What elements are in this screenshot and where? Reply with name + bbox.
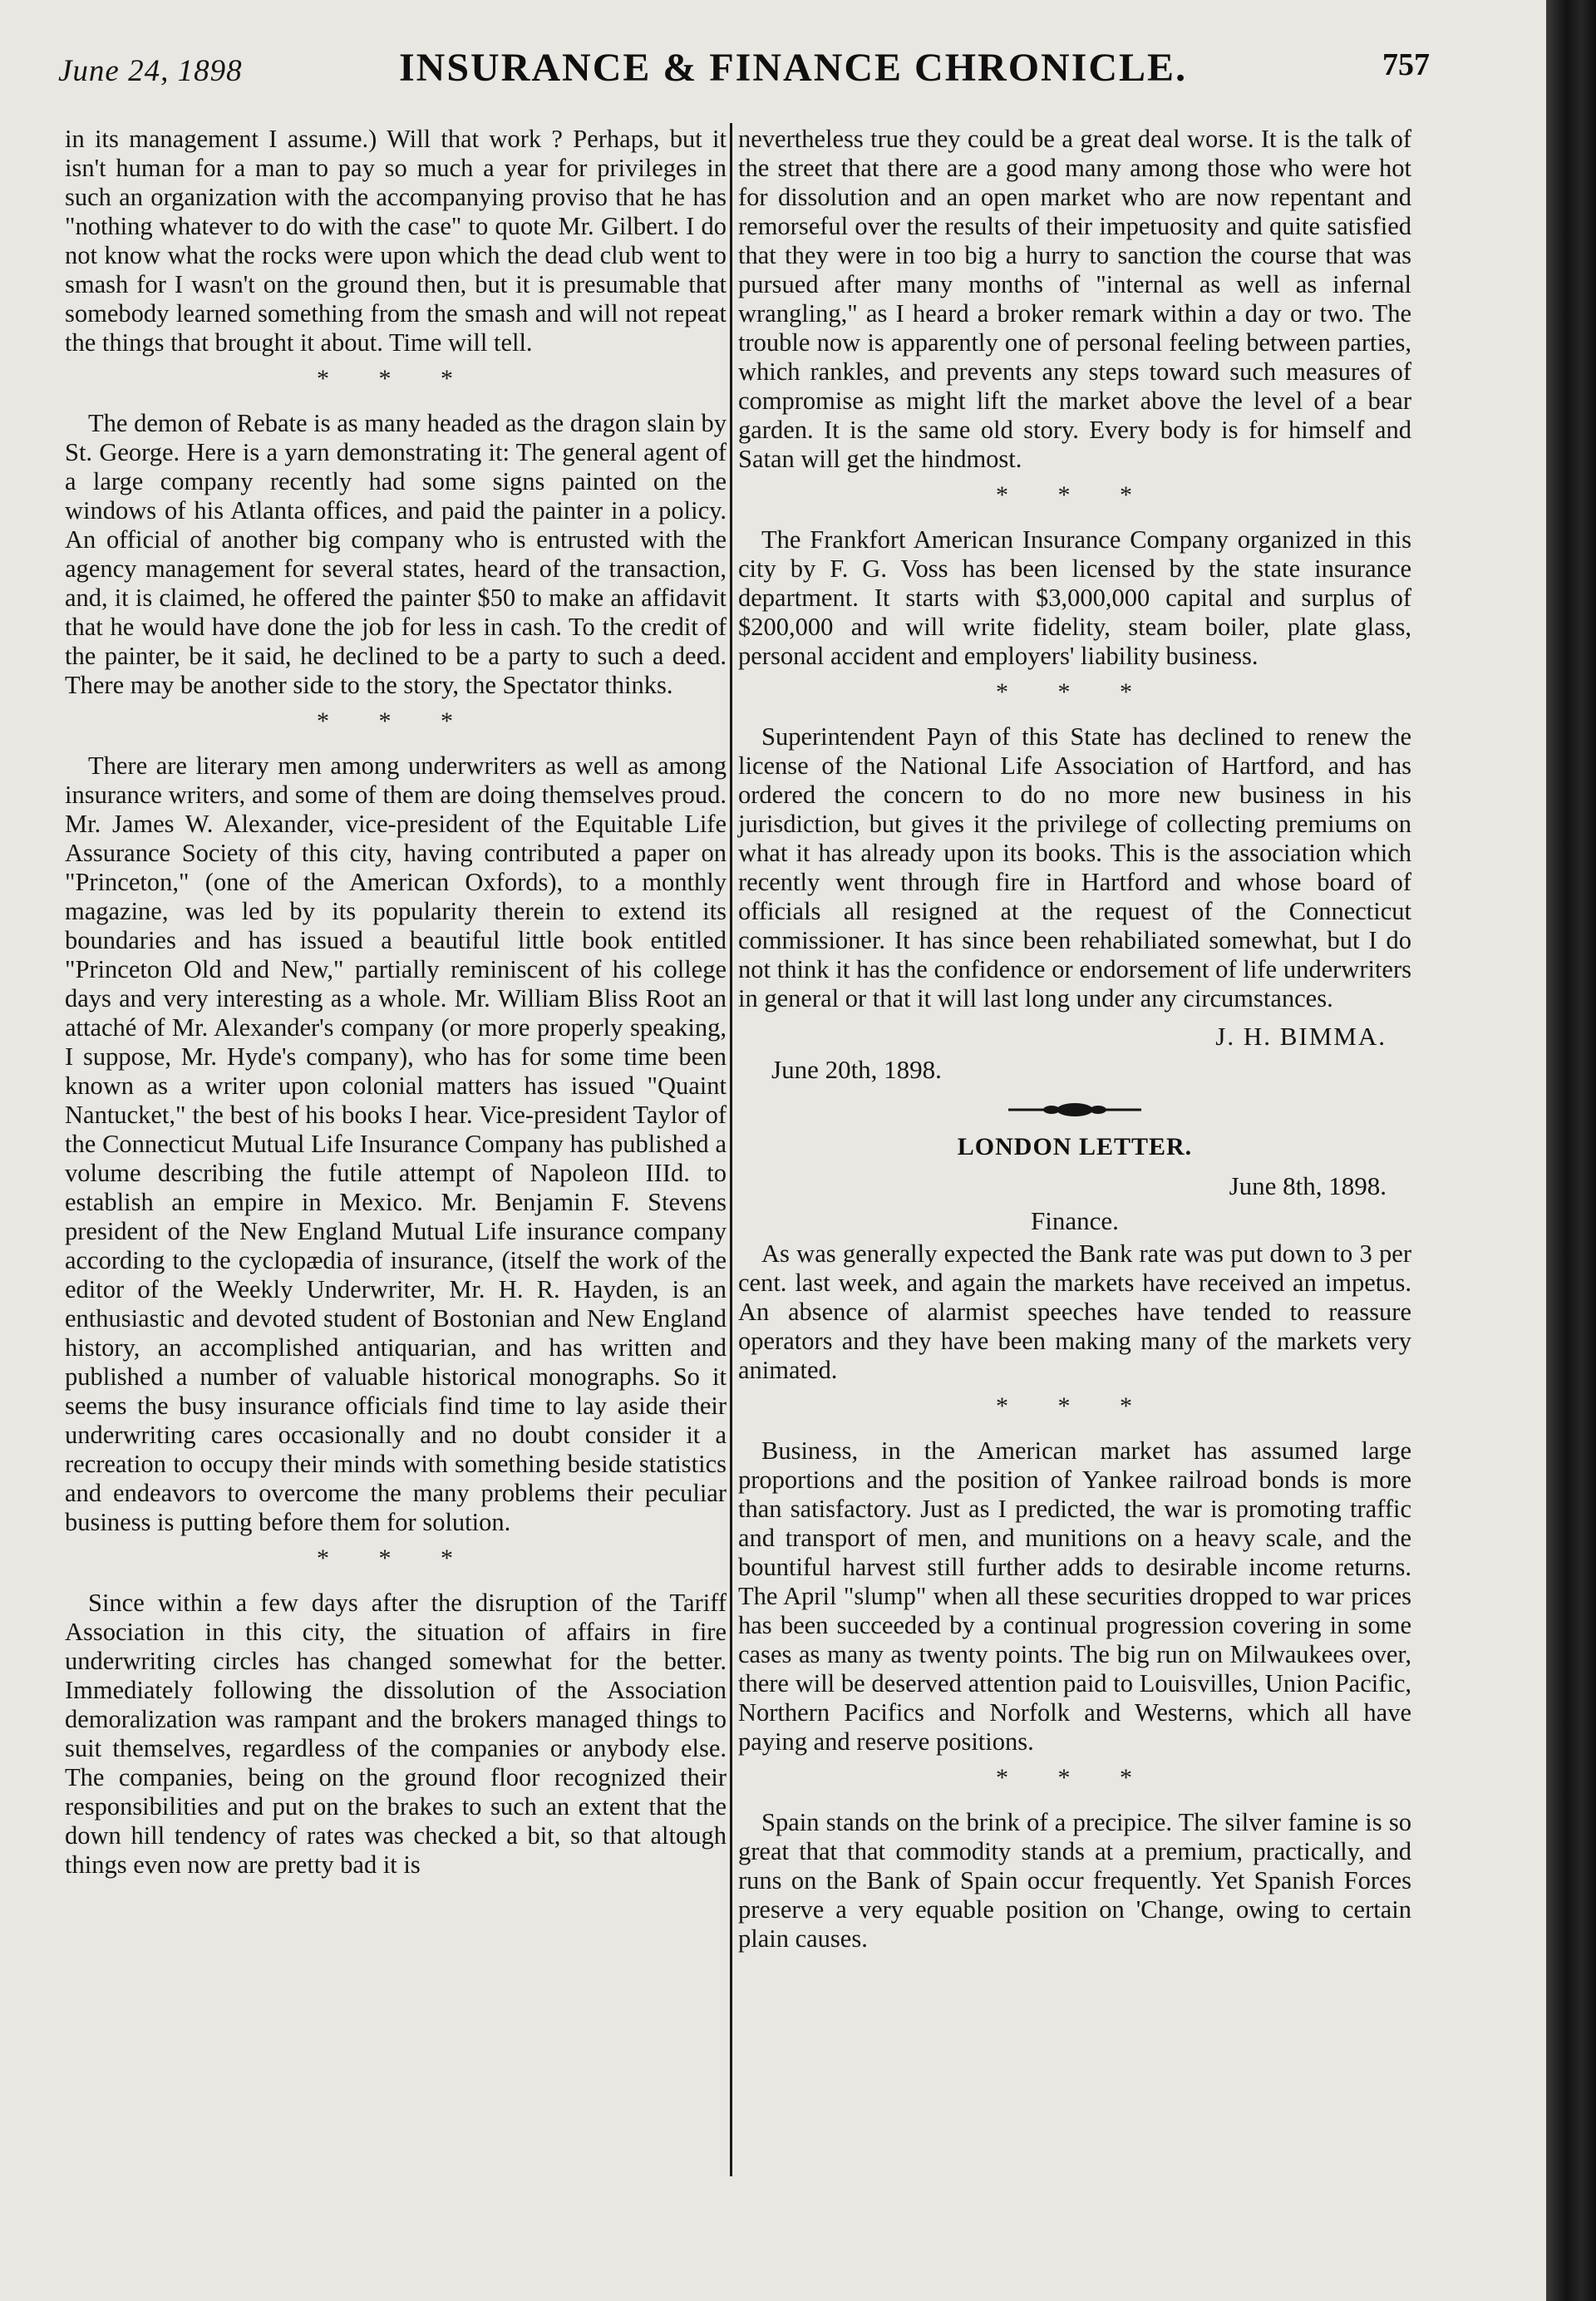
finance-subheading: Finance.	[1031, 1206, 1119, 1235]
section-separator: * * *	[317, 707, 475, 735]
article-paragraph: As was generally expected the Bank rate was put down to 3 per cent. last week, and again the markets have received an impetus. An absence of alarmist speeches have tended to reassure operators and they have been making many of the markets very animated.	[738, 1239, 1411, 1384]
signature-date: June 20th, 1898.	[771, 1055, 942, 1084]
page-header	[50, 40, 1430, 98]
book-binding-edge	[1546, 0, 1596, 2301]
article-paragraph: nevertheless true they could be a great deal worse. It is the talk of the street that there are a good many among those who were hot for dissolution and an open market who are now repentant and remorseful over the results of their impetuosity and quite satisfied that they were in too big a hurry to sanction the course that was pursued after many months of "internal as well as infernal wrangling," as I heard a broker remark within a day or two. The trouble now is apparently one of personal feeling between parties, which rankles, and prevents any steps toward such measures of compromise as might lift the market above the level of a bear garden. It is the same old story. Every body is for himself and Satan will get the hindmost.	[738, 125, 1411, 473]
section-separator: * * *	[996, 1764, 1154, 1791]
section-separator: * * *	[996, 678, 1154, 706]
section-separator: * * *	[996, 481, 1154, 509]
signature-name: J. H. BIMMA.	[1215, 1022, 1387, 1051]
section-separator: * * *	[317, 1545, 475, 1572]
article-paragraph: The Frankfort American Insurance Company organized in this city by F. G. Voss has been licensed by the state insurance department. It starts with $3,000,000 capital and surplus of $200,000 and will write fidelity, steam boiler, plate glass, personal accident and employers' liability business.	[738, 525, 1411, 670]
section-separator: * * *	[996, 1392, 1154, 1420]
article-paragraph: Spain stands on the brink of a precipice. The silver famine is so great that that commodity stands at a premium, practically, and runs on the Bank of Spain occur frequently. Yet Spanish Forces preserve a very equable position on 'Change, owing to certain plain causes.	[738, 1808, 1411, 1953]
london-letter-date: June 8th, 1898.	[1229, 1171, 1387, 1200]
section-separator: * * *	[317, 365, 475, 392]
article-paragraph: The demon of Rebate is as many headed as the dragon slain by St. George. Here is a yarn demonstrating it: The general agent of a large company recently had some signs painted on the windows of his Atlanta offices, and paid the painter in a policy. An official of another big company who is entrusted with the agency management for several states, heard of the transaction, and, it is claimed, he offered the painter $50 to make an affidavit that he would have done the job for less in cash. To the credit of the painter, be it said, he declined to be a party to such a deed. There may be another side to the story, the Spectator thinks.	[65, 409, 727, 699]
publication-title: INSURANCE & FINANCE CHRONICLE.	[399, 46, 1188, 90]
ornament-icon	[992, 1100, 1158, 1120]
london-letter-heading: LONDON LETTER.	[957, 1133, 1193, 1160]
article-paragraph: Superintendent Payn of this State has declined to renew the license of the National Life Association of Hartford, and has ordered the concern to do no more new business in his jurisdiction, but gives it the privilege of collecting premiums on what it has already upon its books. This is the association which recently went through fire in Hartford and whose board of officials all resigned at the request of the Connecticut commissioner. It has since been rehabiliated somewhat, but I do not think it has the confidence or endorsement of life underwriters in general or that it will last long under any circumstances.	[738, 722, 1411, 1013]
right-column	[738, 125, 1411, 1962]
article-paragraph: Since within a few days after the disruption of the Tariff Association in this city, the situation of affairs in fire underwriting circles has changed somewhat for the better. Immediately following the dissolution of the Association demoralization was rampant and the brokers managed things to suit themselves, regardless of the companies or anybody else. The companies, being on the ground floor recognized their responsibilities and put on the brakes to such an extent that the down hill tendency of rates was checked a bit, so that altough things even now are pretty bad it is	[65, 1589, 727, 1879]
page-number: 757	[1382, 47, 1430, 82]
ornamental-divider	[738, 1100, 1411, 1125]
left-column	[65, 125, 727, 1888]
column-rule	[730, 123, 732, 2176]
article-paragraph: There are literary men among underwriters as well as among insurance writers, and some of them are doing themselves proud. Mr. James W. Alexander, vice-president of the Equitable Life Assurance Society of this city, having contributed a paper on "Princeton," (one of the American Oxfords), to a monthly magazine, was led by its popularity therein to extend its boundaries and has issued a beautiful little book entitled "Princeton Old and New," partially reminiscent of his college days and very interesting as a whole. Mr. William Bliss Root an attaché of Mr. Alexander's company (or more properly speaking, I suppose, Mr. Hyde's company), who has for some time been known as a writer upon colonial matters has issued "Quaint Nantucket," the best of his books I hear. Vice-president Taylor of the Connecticut Mutual Life Insurance Company has published a volume describing the futile attempt of Napoleon IIId. to establish an empire in Mexico. Mr. Benjamin F. Stevens president of the New England Mutual Life insurance company according to the cyclopædia of insurance, (itself the work of the editor of the Weekly Underwriter, Mr. H. R. Hayden, is an enthusiastic and devoted student of Bostonian and New England history, an accomplished antiquarian, and has written and published a number of valuable historical monographs. So it seems the busy insurance officials find time to lay aside their underwriting cares occasionally and no doubt consider it a recreation to occupy their minds with something beside statistics and endeavors to overcome the many problems their peculiar business is putting before them for solution.	[65, 751, 727, 1536]
article-paragraph: Business, in the American market has assumed large proportions and the position of Yankee railroad bonds is more than satisfactory. Just as I predicted, the war is promoting traffic and transport of men, and munitions on a heavy scale, and the bountiful harvest still further adds to desirable income returns. The April "slump" when all these securities dropped to war prices has been succeeded by a continual progression covering in some cases as many as twenty points. The big run on Milwaukees over, there will be deserved attention paid to Louisvilles, Union Pacific, Northern Pacifics and Norfolk and Westerns, which all have paying and reserve positions.	[738, 1436, 1411, 1756]
article-paragraph: in its management I assume.) Will that work ? Perhaps, but it isn't human for a man to pay so much a year for privileges in such an organization with the accompanying proviso that he has "nothing whatever to do with the case" to quote Mr. Gilbert. I do not know what the rocks were upon which the dead club went to smash for I wasn't on the ground then, but it is presumable that somebody learned something from the smash and will not repeat the things that brought it about. Time will tell.	[65, 125, 727, 357]
header-date: June 24, 1898	[58, 54, 243, 88]
